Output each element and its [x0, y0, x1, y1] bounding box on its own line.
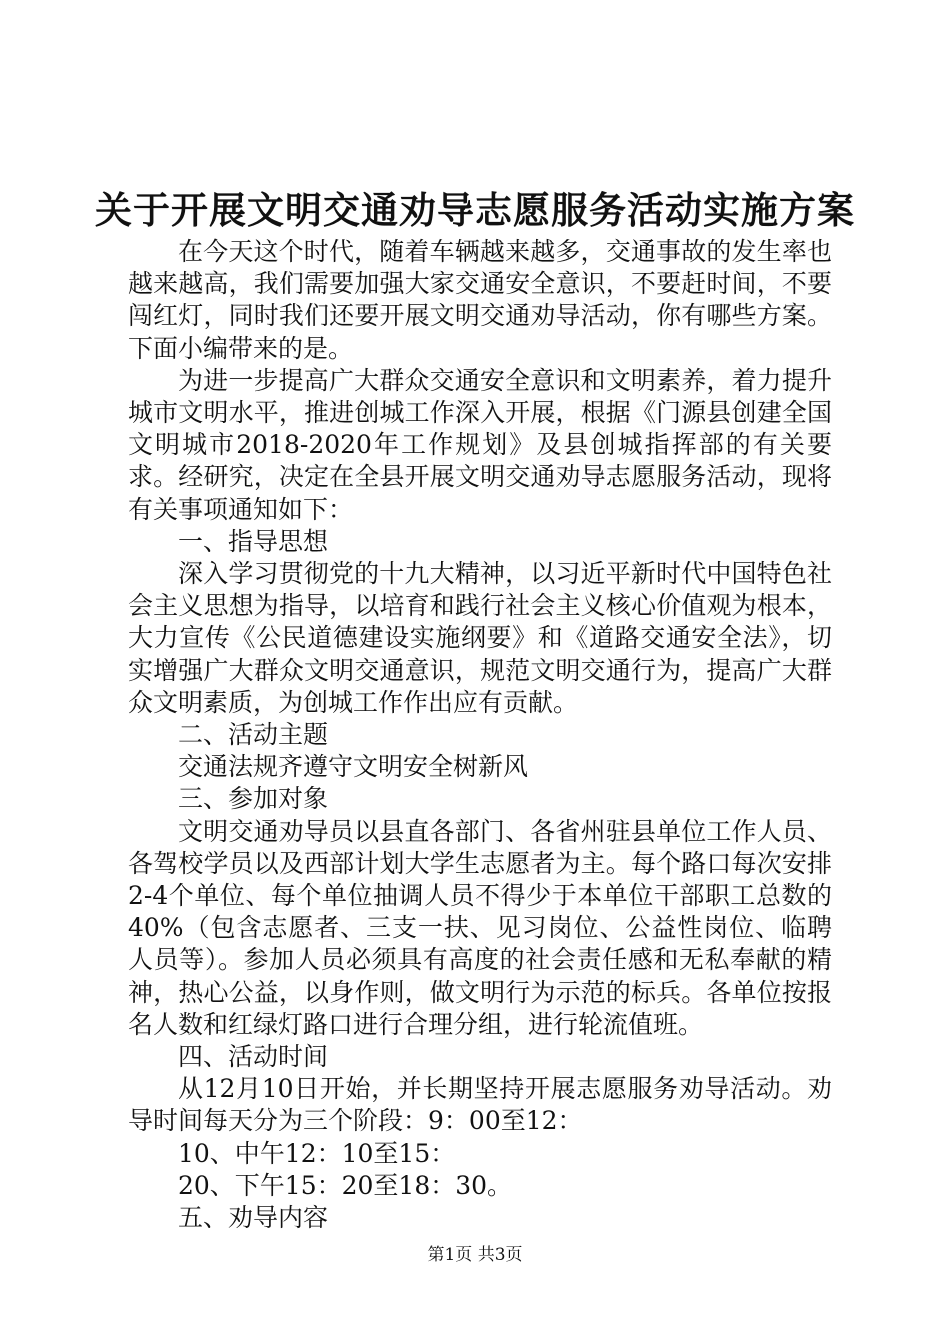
paragraph-background: 为进一步提高广大群众交通安全意识和文明素养，着力提升城市文明水平，推进创城工作深入开展，根据《门源县创建全国文明城市2018-2020年工作规划》及县创城指挥部的有关要求。经研究，决定在全县开展文明交通劝导志愿服务活动，现将有关事项通知如下： — [128, 365, 832, 524]
paragraph-participants: 文明交通劝导员以县直各部门、各省州驻县单位工作人员、各驾校学员以及西部计划大学生志愿者为主。每个路口每次安排2-4个单位、每个单位抽调人员不得少于本单位干部职工总数的40%（包含志愿者、三支一扶、见习岗位、公益性岗位、临聘人员等）。参加人员必须具有高度的社会责任感和无私奉献的精神，热心公益，以身作则，做文明行为示范的标兵。各单位按报名人数和红绿灯路口进行合理分组，进行轮流值班。 — [128, 816, 832, 1039]
paragraph-time: 从12月10日开始，并长期坚持开展志愿服务劝导活动。劝导时间每天分为三个阶段：9：00至12： — [128, 1074, 832, 1136]
section-heading-theme: 二、活动主题 — [178, 720, 329, 750]
paragraph-time-noon: 10、中午12：10至15： — [178, 1138, 456, 1168]
paragraph-theme: 交通法规齐遵守文明安全树新风 — [178, 752, 529, 782]
section-heading-participants: 三、参加对象 — [178, 784, 329, 814]
section-heading-content: 五、劝导内容 — [178, 1203, 329, 1233]
section-heading-guiding-ideology: 一、指导思想 — [178, 526, 329, 556]
paragraph-intro: 在今天这个时代，随着车辆越来越多，交通事故的发生率也越来越高，我们需要加强大家交通安全意识，不要赶时间，不要闯红灯，同时我们还要开展文明交通劝导活动，你有哪些方案。下面小编带来的是。 — [128, 237, 832, 363]
document-title: 关于开展文明交通劝导志愿服务活动实施方案 — [95, 188, 855, 232]
document-body — [128, 236, 832, 1234]
page-footer: 第1页 共3页 — [427, 1245, 523, 1265]
paragraph-guiding-ideology: 深入学习贯彻党的十九大精神，以习近平新时代中国特色社会主义思想为指导，以培育和践行社会主义核心价值观为根本，大力宣传《公民道德建设实施纲要》和《道路交通安全法》，切实增强广大群众文明交通意识，规范文明交通行为，提高广大群众文明素质，为创城工作作出应有贡献。 — [128, 559, 832, 717]
paragraph-time-afternoon: 20、下午15：20至18：30。 — [178, 1170, 513, 1200]
section-heading-time: 四、活动时间 — [178, 1042, 329, 1072]
